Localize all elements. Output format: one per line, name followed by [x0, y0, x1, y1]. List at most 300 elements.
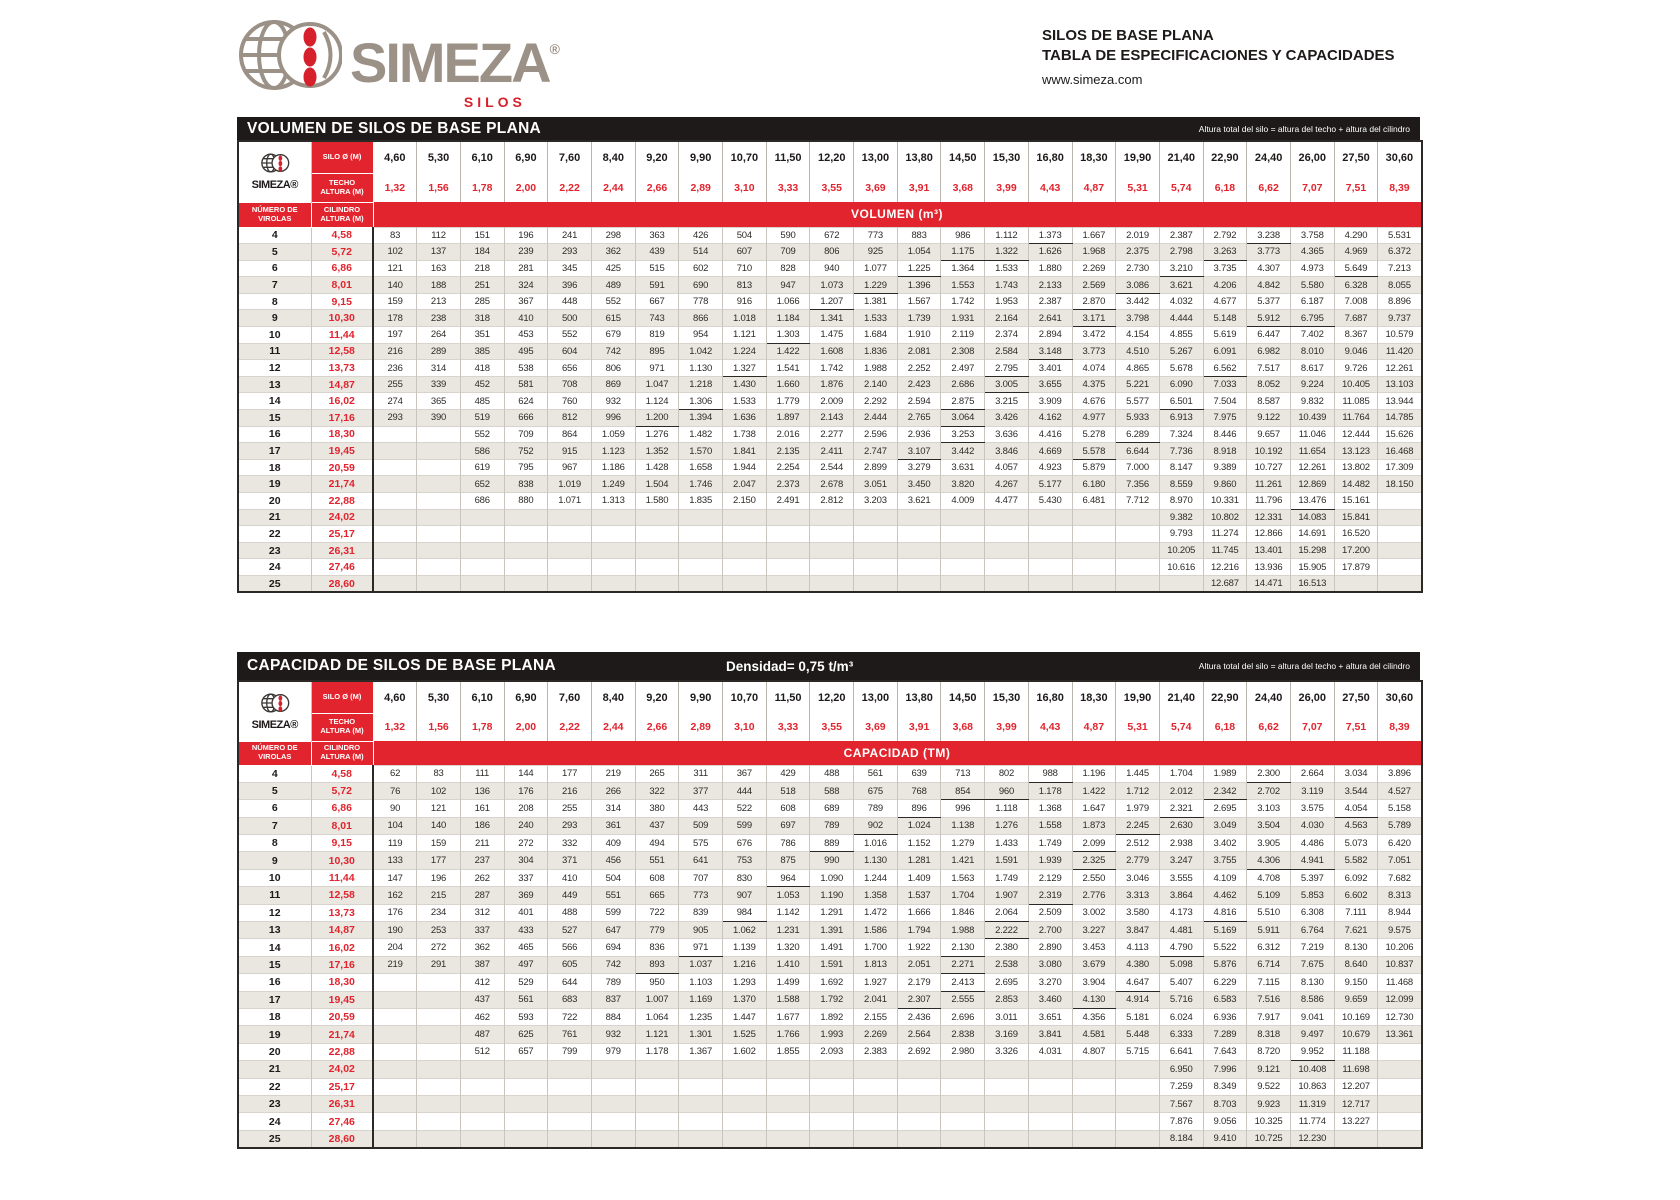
capacity-cell: 773	[679, 887, 723, 904]
capacity-cell	[417, 1078, 461, 1095]
volume-cell: 1.835	[679, 493, 723, 510]
volume-cell	[985, 559, 1029, 576]
volume-cell: 2.047	[723, 476, 767, 493]
mini-brand-name: SIMEZA®	[251, 179, 298, 192]
capacity-cell: 177	[548, 765, 592, 782]
volume-cell: 1.422	[766, 343, 810, 360]
capacity-cell: 1.291	[810, 904, 854, 921]
volume-cell: 12.866	[1247, 526, 1291, 543]
capacity-cell: 786	[766, 835, 810, 852]
roof-height-value: 2,89	[679, 713, 723, 741]
capacity-cell: 1.422	[1072, 782, 1116, 799]
volume-cell: 418	[460, 360, 504, 377]
diameter-header: 30,60	[1378, 141, 1422, 173]
capacity-cell: 799	[548, 1043, 592, 1060]
volume-cell: 10.331	[1203, 493, 1247, 510]
capacity-cell: 2.692	[897, 1043, 941, 1060]
capacity-cell	[635, 1130, 679, 1147]
capacity-cell: 753	[723, 852, 767, 869]
volume-cell: 1.218	[679, 376, 723, 393]
table-row	[238, 493, 1422, 510]
roof-height-value: 2,44	[591, 713, 635, 741]
volume-cell	[1378, 493, 1422, 510]
volume-cell: 9.382	[1159, 509, 1203, 526]
capacity-cell: 2.695	[1203, 800, 1247, 817]
volume-cell: 838	[504, 476, 548, 493]
cylinder-height-cell: 19,45	[311, 991, 373, 1008]
roof-height-value: 1,56	[417, 173, 461, 202]
capacity-cell: 10.863	[1290, 1078, 1334, 1095]
volume-cell: 8.896	[1378, 293, 1422, 310]
volume-cell: 6.982	[1247, 343, 1291, 360]
virolas-cell: 24	[238, 559, 311, 576]
volume-cell: 2.164	[985, 310, 1029, 327]
capacity-cell: 9.659	[1334, 991, 1378, 1008]
capacity-cell: 2.779	[1116, 852, 1160, 869]
table-row	[238, 974, 1422, 991]
volume-cell	[1028, 509, 1072, 526]
volume-cell: 1.042	[679, 343, 723, 360]
virolas-cell: 11	[238, 343, 311, 360]
roof-height-value: 3,55	[810, 713, 854, 741]
volume-cell: 4.669	[1028, 443, 1072, 460]
capacity-cell: 9.923	[1247, 1095, 1291, 1112]
capacity-cell: 412	[460, 974, 504, 991]
capacity-cell: 2.980	[941, 1043, 985, 1060]
table-row	[238, 1061, 1422, 1078]
capacity-cell	[897, 1113, 941, 1130]
volume-cell: 218	[460, 260, 504, 277]
cylinder-height-label: CILINDRO ALTURA (M)	[311, 202, 373, 227]
volume-cell: 285	[460, 293, 504, 310]
volume-cell: 7.712	[1116, 493, 1160, 510]
volume-cell: 4.676	[1072, 393, 1116, 410]
cylinder-height-cell: 28,60	[311, 575, 373, 592]
capacity-cell: 3.227	[1072, 922, 1116, 939]
capacity-cell: 676	[723, 835, 767, 852]
volume-cell: 241	[548, 227, 592, 244]
volume-cell: 996	[591, 410, 635, 427]
volume-cell: 17.879	[1334, 559, 1378, 576]
capacity-cell: 1.216	[723, 956, 767, 973]
virolas-label: NÚMERO DE VIROLAS	[238, 741, 311, 765]
diameter-header-row	[238, 141, 1422, 173]
capacity-cell: 3.270	[1028, 974, 1072, 991]
capacity-cell: 1.178	[1028, 782, 1072, 799]
capacity-cell: 802	[985, 765, 1029, 782]
roof-height-row	[238, 713, 1422, 741]
volume-cell: 591	[635, 277, 679, 294]
table-row	[238, 343, 1422, 360]
capacity-cell: 1.053	[766, 887, 810, 904]
capacity-cell	[1334, 1130, 1378, 1147]
volume-cell	[417, 509, 461, 526]
volume-cell: 6.187	[1290, 293, 1334, 310]
volume-cell: 11.745	[1203, 542, 1247, 559]
capacity-cell: 380	[635, 800, 679, 817]
capacity-cell: 322	[635, 782, 679, 799]
capacity-cell	[897, 1078, 941, 1095]
diameter-header: 6,90	[504, 681, 548, 713]
virolas-cell: 4	[238, 227, 311, 244]
volume-cell: 4.290	[1334, 227, 1378, 244]
capacity-cell	[985, 1095, 1029, 1112]
capacity-cell: 3.847	[1116, 922, 1160, 939]
capacity-cell	[504, 1113, 548, 1130]
volume-cell: 1.567	[897, 293, 941, 310]
roof-height-value: 4,87	[1072, 173, 1116, 202]
capacity-cell: 527	[548, 922, 592, 939]
capacity-cell: 644	[548, 974, 592, 991]
capacity-cell: 410	[548, 869, 592, 886]
volume-cell: 2.795	[985, 360, 1029, 377]
capacity-cell: 2.129	[1028, 869, 1072, 886]
table-row	[238, 575, 1422, 592]
volume-cell: 5.278	[1072, 426, 1116, 443]
volume-cell: 1.077	[854, 260, 898, 277]
volume-cell: 1.059	[591, 426, 635, 443]
volume-cell: 453	[504, 327, 548, 344]
capacity-cell: 605	[548, 956, 592, 973]
volume-cell: 3.450	[897, 476, 941, 493]
capacity-cell	[591, 1095, 635, 1112]
capacity-cell: 433	[504, 922, 548, 939]
volume-cell: 708	[548, 376, 592, 393]
volume-cell: 672	[810, 227, 854, 244]
capacity-cell: 2.321	[1159, 800, 1203, 817]
cylinder-height-cell: 10,30	[311, 852, 373, 869]
volume-cell: 514	[679, 244, 723, 261]
capacity-cell	[635, 1095, 679, 1112]
capacity-cell: 1.293	[723, 974, 767, 991]
volume-cell: 1.121	[723, 327, 767, 344]
diameter-header: 22,90	[1203, 141, 1247, 173]
volume-cell	[417, 443, 461, 460]
capacity-cell: 575	[679, 835, 723, 852]
capacity-cell: 216	[548, 782, 592, 799]
volume-cell: 5.577	[1116, 393, 1160, 410]
volume-cell: 3.210	[1159, 260, 1203, 277]
volume-cell	[373, 575, 417, 592]
volume-cell: 16.468	[1378, 443, 1422, 460]
volume-cell	[1072, 509, 1116, 526]
volume-cell	[897, 509, 941, 526]
capacity-cell	[810, 1061, 854, 1078]
volume-cell	[723, 542, 767, 559]
volume-cell: 10.616	[1159, 559, 1203, 576]
capacity-cell: 62	[373, 765, 417, 782]
volume-cell	[941, 575, 985, 592]
volume-cell: 6.795	[1290, 310, 1334, 327]
capacity-cell: 3.575	[1290, 800, 1334, 817]
capacity-cell: 5.158	[1378, 800, 1422, 817]
volume-cell: 11.796	[1247, 493, 1291, 510]
diameter-header: 8,40	[591, 681, 635, 713]
capacity-cell: 9.121	[1247, 1061, 1291, 1078]
virolas-cell: 6	[238, 800, 311, 817]
capacity-cell: 1.178	[635, 1043, 679, 1060]
capacity-cell	[985, 1061, 1029, 1078]
volume-cell: 9.224	[1290, 376, 1334, 393]
volume-cell: 13.936	[1247, 559, 1291, 576]
capacity-cell: 3.896	[1378, 765, 1422, 782]
roof-height-value: 4,43	[1028, 173, 1072, 202]
volume-cell: 1.504	[635, 476, 679, 493]
capacity-cell: 444	[723, 782, 767, 799]
volume-cell	[1378, 559, 1422, 576]
diameter-header: 6,10	[460, 141, 504, 173]
diameter-header: 19,90	[1116, 141, 1160, 173]
volume-cell	[504, 526, 548, 543]
volume-cell	[1378, 509, 1422, 526]
capacity-cell: 675	[854, 782, 898, 799]
capacity-cell: 639	[897, 765, 941, 782]
capacity-cell: 6.936	[1203, 1008, 1247, 1025]
roof-height-value: 3,99	[985, 173, 1029, 202]
capacity-cell: 789	[854, 800, 898, 817]
volume-cell	[591, 575, 635, 592]
volume-cell	[373, 542, 417, 559]
volume-cell	[1028, 542, 1072, 559]
volume-cell: 1.306	[679, 393, 723, 410]
volume-cell: 3.203	[854, 493, 898, 510]
volume-cell	[679, 575, 723, 592]
volume-cell: 4.923	[1028, 459, 1072, 476]
volume-cell	[1028, 526, 1072, 543]
capacity-cell: 2.269	[854, 1026, 898, 1043]
volume-cell: 12.869	[1290, 476, 1334, 493]
capacity-cell: 8.130	[1290, 974, 1334, 991]
volume-cell: 4.855	[1159, 327, 1203, 344]
volume-cell	[591, 509, 635, 526]
capacity-cell: 176	[373, 904, 417, 921]
capacity-cell: 1.370	[723, 991, 767, 1008]
capacity-cell: 875	[766, 852, 810, 869]
virolas-cell: 22	[238, 1078, 311, 1095]
capacity-cell: 3.841	[1028, 1026, 1072, 1043]
capacity-cell: 4.647	[1116, 974, 1160, 991]
cylinder-height-cell: 20,59	[311, 459, 373, 476]
volume-cell: 2.135	[766, 443, 810, 460]
capacity-cell: 7.567	[1159, 1095, 1203, 1112]
diameter-header: 24,40	[1247, 141, 1291, 173]
volume-cell: 255	[373, 376, 417, 393]
capacity-cell: 1.447	[723, 1008, 767, 1025]
table-row	[238, 244, 1422, 261]
capacity-cell: 4.816	[1203, 904, 1247, 921]
capacity-cell: 509	[679, 817, 723, 834]
roof-height-value: 3,91	[897, 173, 941, 202]
capacity-cell: 369	[504, 887, 548, 904]
diameter-header: 26,00	[1290, 141, 1334, 173]
doc-title-line1: SILOS DE BASE PLANA	[1042, 27, 1214, 44]
capacity-cell: 2.413	[941, 974, 985, 991]
table-row	[238, 360, 1422, 377]
cylinder-height-cell: 13,73	[311, 360, 373, 377]
diameter-header: 27,50	[1334, 141, 1378, 173]
capacity-cell: 4.914	[1116, 991, 1160, 1008]
volume-cell: 2.870	[1072, 293, 1116, 310]
volume-cell: 8.970	[1159, 493, 1203, 510]
diameter-header: 4,60	[373, 141, 417, 173]
volume-cell: 1.910	[897, 327, 941, 344]
capacity-cell: 1.647	[1072, 800, 1116, 817]
capacity-cell: 3.169	[985, 1026, 1029, 1043]
capacity-cell: 7.675	[1290, 956, 1334, 973]
capacity-cell	[854, 1061, 898, 1078]
capacity-cell: 272	[417, 939, 461, 956]
volume-cell: 2.016	[766, 426, 810, 443]
virolas-cell: 6	[238, 260, 311, 277]
virolas-cell: 21	[238, 509, 311, 526]
brand-subtitle: SILOS	[463, 94, 526, 110]
document-title-block	[1042, 26, 1395, 87]
volume-cell: 895	[635, 343, 679, 360]
capacity-cell	[723, 1061, 767, 1078]
roof-height-value: 3,69	[854, 173, 898, 202]
volume-cell: 367	[504, 293, 548, 310]
capacity-cell: 133	[373, 852, 417, 869]
volume-cell: 9.832	[1290, 393, 1334, 410]
capacity-cell: 4.356	[1072, 1008, 1116, 1025]
volume-cell	[897, 526, 941, 543]
volume-cell: 11.274	[1203, 526, 1247, 543]
volume-cell: 925	[854, 244, 898, 261]
volume-cell: 5.430	[1028, 493, 1072, 510]
volume-cell: 1.123	[591, 443, 635, 460]
volume-cell: 806	[591, 360, 635, 377]
capacity-cell: 1.988	[941, 922, 985, 939]
capacity-cell: 657	[504, 1043, 548, 1060]
volume-cell: 6.372	[1378, 244, 1422, 261]
volume-cell: 2.252	[897, 360, 941, 377]
volume-cell: 1.373	[1028, 227, 1072, 244]
volume-cell: 7.402	[1290, 327, 1334, 344]
volume-cell: 607	[723, 244, 767, 261]
capacity-cell: 13.361	[1378, 1026, 1422, 1043]
volume-cell: 159	[373, 293, 417, 310]
capacity-cell: 6.602	[1334, 887, 1378, 904]
capacity-cell: 488	[548, 904, 592, 921]
capacity-cell: 3.247	[1159, 852, 1203, 869]
capacity-cell: 5.510	[1247, 904, 1291, 921]
volume-cell	[679, 559, 723, 576]
volume-cell: 3.758	[1290, 227, 1334, 244]
capacity-cell	[985, 1113, 1029, 1130]
capacity-cell	[373, 974, 417, 991]
capacity-cell: 608	[766, 800, 810, 817]
diameter-header: 27,50	[1334, 681, 1378, 713]
capacity-cell: 599	[723, 817, 767, 834]
capacity-cell	[417, 1008, 461, 1025]
registered-mark: ®	[549, 41, 560, 57]
capacity-cell	[941, 1095, 985, 1112]
volume-cell: 6.091	[1203, 343, 1247, 360]
roof-height-value: 1,32	[373, 713, 417, 741]
cylinder-height-cell: 17,16	[311, 410, 373, 427]
capacity-cell: 12.207	[1334, 1078, 1378, 1095]
capacity-cell: 4.790	[1159, 939, 1203, 956]
virolas-cell: 25	[238, 1130, 311, 1147]
cylinder-height-cell: 9,15	[311, 293, 373, 310]
capacity-cell: 932	[591, 1026, 635, 1043]
volume-cell: 390	[417, 410, 461, 427]
capacity-cell: 3.453	[1072, 939, 1116, 956]
volume-cell	[1116, 542, 1160, 559]
simeza-mini-globe-icon	[260, 692, 290, 714]
capacity-cell: 5.876	[1203, 956, 1247, 973]
volume-cell: 2.374	[985, 327, 1029, 344]
diameter-header: 30,60	[1378, 681, 1422, 713]
capacity-cell	[635, 1113, 679, 1130]
cylinder-height-cell: 21,74	[311, 1026, 373, 1043]
mini-brand-name: SIMEZA®	[251, 718, 298, 731]
capacity-cell: 2.319	[1028, 887, 1072, 904]
capacity-cell: 2.271	[941, 956, 985, 973]
table-row	[238, 559, 1422, 576]
capacity-cell	[504, 1095, 548, 1112]
capacity-cell: 215	[417, 887, 461, 904]
capacity-cell: 3.679	[1072, 956, 1116, 973]
capacity-table	[237, 652, 1420, 1149]
capacity-cell: 3.651	[1028, 1008, 1072, 1025]
capacity-cell: 1.892	[810, 1008, 854, 1025]
capacity-cell: 713	[941, 765, 985, 782]
volume-cell: 828	[766, 260, 810, 277]
capacity-cell: 1.692	[810, 974, 854, 991]
capacity-cell	[548, 1095, 592, 1112]
doc-title-line2: TABLA DE ESPECIFICACIONES Y CAPACIDADES	[1042, 47, 1395, 64]
capacity-cell: 6.229	[1203, 974, 1247, 991]
volume-cell: 2.936	[897, 426, 941, 443]
virolas-cell: 9	[238, 852, 311, 869]
volume-cell: 7.736	[1159, 443, 1203, 460]
capacity-cell	[548, 1061, 592, 1078]
website-link[interactable]: www.simeza.com	[1042, 72, 1143, 87]
volume-cell: 10.192	[1247, 443, 1291, 460]
volume-cell: 586	[460, 443, 504, 460]
capacity-cell	[460, 1113, 504, 1130]
capacity-cell	[591, 1113, 635, 1130]
table-row	[238, 426, 1422, 443]
volume-cell: 2.254	[766, 459, 810, 476]
volume-cell	[460, 559, 504, 576]
volume-cell: 2.747	[854, 443, 898, 460]
volume-cell: 495	[504, 343, 548, 360]
capacity-cell: 1.118	[985, 800, 1029, 817]
virolas-cell: 18	[238, 1008, 311, 1025]
diameter-header: 26,00	[1290, 681, 1334, 713]
capacity-cell: 4.130	[1072, 991, 1116, 1008]
volume-cell: 2.899	[854, 459, 898, 476]
capacity-cell: 2.700	[1028, 922, 1072, 939]
volume-cell: 652	[460, 476, 504, 493]
volume-cell: 1.746	[679, 476, 723, 493]
capacity-cell	[1072, 1095, 1116, 1112]
cylinder-height-cell: 22,88	[311, 1043, 373, 1060]
virolas-cell: 14	[238, 393, 311, 410]
diameter-header: 14,50	[941, 681, 985, 713]
capacity-cell: 1.007	[635, 991, 679, 1008]
volume-cell: 1.738	[723, 426, 767, 443]
virolas-cell: 7	[238, 817, 311, 834]
volume-cell: 6.328	[1334, 277, 1378, 294]
table-row	[238, 939, 1422, 956]
volume-cell	[504, 509, 548, 526]
capacity-cell	[635, 1061, 679, 1078]
volume-cell	[766, 559, 810, 576]
cylinder-height-cell: 20,59	[311, 1008, 373, 1025]
